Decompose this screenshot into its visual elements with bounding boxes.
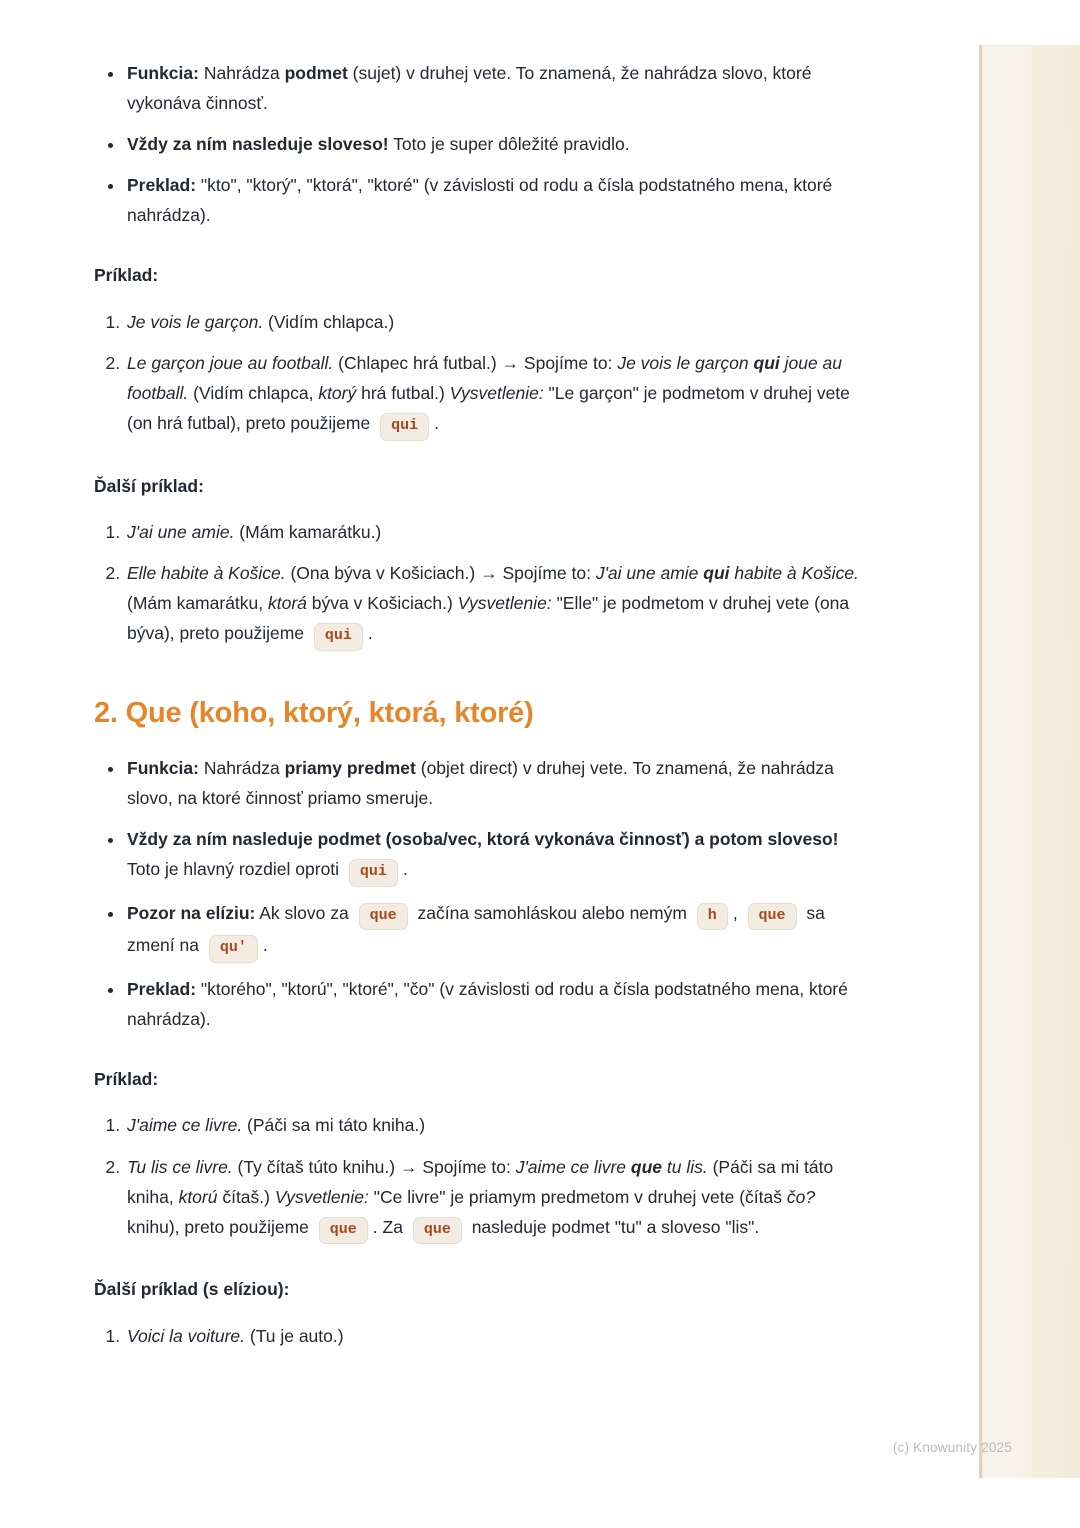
text-segment: J'aime ce livre. — [127, 1115, 243, 1136]
list-item — [125, 170, 864, 230]
text-segment: priamy predmet — [284, 757, 416, 778]
bullet-list — [94, 58, 864, 230]
list-item — [125, 129, 864, 159]
text-segment: hrá futbal.) — [356, 382, 450, 403]
text-segment: Pozor na elíziu: — [127, 902, 256, 923]
example-label: Príklad: — [94, 265, 159, 286]
text-segment: Nahrádza — [198, 63, 285, 83]
text-segment: sa zmení na — [127, 902, 825, 956]
numbered-list — [94, 1321, 864, 1351]
text-segment: ktorú — [178, 1186, 218, 1207]
text-segment: . — [367, 622, 373, 643]
text-segment: Funkcia: — [127, 757, 199, 778]
watermark: (c) Knowunity 2025 — [892, 1440, 1012, 1455]
text-segment: . — [434, 412, 439, 433]
text-segment: Vysvetlenie: — [457, 592, 552, 613]
text-segment: čítaš.) — [217, 1186, 275, 1207]
text-segment: . Za — [372, 1216, 408, 1237]
example-label: Príklad: — [94, 1069, 159, 1090]
text-segment: (Mám kamarátku.) — [234, 521, 382, 542]
text-segment: (objet direct) v druhej vete. To znamená, že nahrádza slovo, na ktoré činnosť priamo smeruje. — [127, 757, 834, 808]
list-item — [125, 898, 864, 964]
text-segment: Preklad: — [127, 979, 197, 1000]
text-segment: J'ai une amie. — [127, 521, 235, 542]
text-segment: Vysvetlenie: — [449, 382, 544, 403]
list-item — [125, 1110, 864, 1140]
text-segment: (Chlapec hrá futbal.) → Spojíme to: — [333, 352, 618, 373]
text-segment: joue au football. — [127, 352, 843, 403]
text-segment: podmet — [284, 63, 348, 83]
text-segment: que — [630, 1156, 663, 1177]
inline-code-badge: qui — [349, 859, 398, 887]
text-segment: qui — [703, 562, 730, 583]
section-heading: 2. Que (koho, ktorý, ktorá, ktoré) — [94, 696, 534, 729]
next-page-edge — [979, 45, 1080, 1478]
inline-code-badge: qui — [314, 623, 363, 651]
text-segment: Toto je super dôležité pravidlo. — [388, 134, 630, 155]
inline-code-badge: que — [748, 903, 797, 931]
numbered-list — [94, 517, 864, 651]
example-label: Ďalší príklad (s elíziou): — [94, 1279, 290, 1300]
text-segment: (sujet) v druhej vete. To znamená, že nahrádza slovo, ktoré vykonáva činnosť. — [127, 63, 812, 114]
text-segment: "ktorého", "ktorú", "ktoré", "čo" (v závislosti od rodu a čísla podstatného mena, ktoré nahrádza). — [127, 979, 848, 1030]
text-segment: . — [262, 935, 268, 956]
text-segment: Voici la voiture. — [127, 1325, 246, 1346]
inline-code-badge: qui — [380, 413, 429, 441]
text-segment: Le garçon joue au football. — [127, 352, 334, 373]
text-segment: Vždy za ním nasleduje sloveso! — [127, 134, 389, 155]
text-segment: (Páči sa mi táto kniha.) — [242, 1115, 426, 1136]
text-segment: (Ona býva v Košiciach.) → Spojíme to: — [285, 562, 596, 583]
list-item — [125, 753, 864, 813]
text-segment: Je vois le garçon. — [127, 311, 264, 332]
text-segment: tu lis. — [662, 1156, 708, 1177]
numbered-list — [94, 1110, 864, 1244]
text-segment: býva v Košiciach.) — [306, 592, 458, 613]
inline-code-badge: que — [319, 1217, 368, 1245]
text-segment: (Mám kamarátku, — [127, 592, 268, 613]
text-segment: . — [402, 858, 408, 879]
numbered-list — [94, 307, 864, 441]
text-segment: začína samohláskou alebo nemým — [412, 902, 692, 923]
text-segment: nasleduje podmet "tu" a sloveso "lis". — [466, 1216, 760, 1237]
document-content — [94, 44, 864, 1365]
inline-code-badge: que — [413, 1217, 462, 1245]
text-segment: Ak slovo za — [255, 902, 354, 923]
inline-code-badge: que — [359, 903, 408, 931]
list-item — [125, 307, 864, 337]
text-segment: Toto je hlavný rozdiel oproti — [127, 858, 344, 879]
text-segment: Vysvetlenie: — [274, 1186, 369, 1207]
text-segment: (Tu je auto.) — [245, 1325, 344, 1346]
text-segment: (Vidím chlapca.) — [263, 311, 395, 332]
list-item — [125, 517, 864, 547]
list-item — [125, 974, 864, 1034]
text-segment: , — [732, 902, 743, 923]
list-item — [125, 1152, 864, 1245]
text-segment: čo? — [786, 1186, 816, 1207]
text-segment: "Elle" je podmetom v druhej vete (ona býva), preto použijeme — [127, 592, 850, 643]
text-segment: "kto", "ktorý", "ktorá", "ktoré" (v závislosti od rodu a čísla podstatného mena, ktoré nahrádza). — [127, 175, 833, 226]
text-segment: Preklad: — [127, 175, 197, 196]
text-segment: Funkcia: — [127, 63, 199, 83]
list-item — [125, 824, 864, 887]
text-segment: Vždy za ním nasleduje podmet (osoba/vec, ktorá vykonáva činnosť) a potom sloveso! — [127, 828, 839, 849]
text-segment: (Ty čítaš túto knihu.) → Spojíme to: — [232, 1156, 516, 1177]
text-segment: knihu), preto použijeme — [127, 1216, 314, 1237]
list-item — [125, 1321, 864, 1351]
text-segment: (Vidím chlapca, — [188, 382, 319, 403]
text-segment: J'aime ce livre — [515, 1156, 631, 1177]
inline-code-badge: qu' — [209, 935, 258, 963]
text-segment: ktorá — [268, 592, 307, 613]
text-segment: Tu lis ce livre. — [127, 1156, 233, 1177]
text-segment: "Le garçon" je podmetom v druhej vete (on hrá futbal), preto použijeme — [127, 382, 850, 433]
text-segment: Je vois le garçon — [617, 352, 754, 373]
text-segment: (Páči sa mi táto kniha, — [127, 1156, 834, 1207]
inline-code-badge: h — [697, 903, 728, 931]
text-segment: habite à Košice. — [729, 562, 859, 583]
bullet-list — [94, 753, 864, 1035]
text-segment: Elle habite à Košice. — [127, 562, 286, 583]
text-segment: ktorý — [318, 382, 357, 403]
text-segment: J'ai une amie — [595, 562, 704, 583]
list-item — [125, 348, 864, 441]
text-segment: Nahrádza — [198, 757, 285, 778]
list-item — [125, 58, 864, 118]
list-item — [125, 558, 864, 651]
text-segment: qui — [753, 352, 780, 373]
example-label: Ďalší príklad: — [94, 475, 204, 496]
text-segment: "Ce livre" je priamym predmetom v druhej vete (čítaš — [368, 1186, 787, 1207]
